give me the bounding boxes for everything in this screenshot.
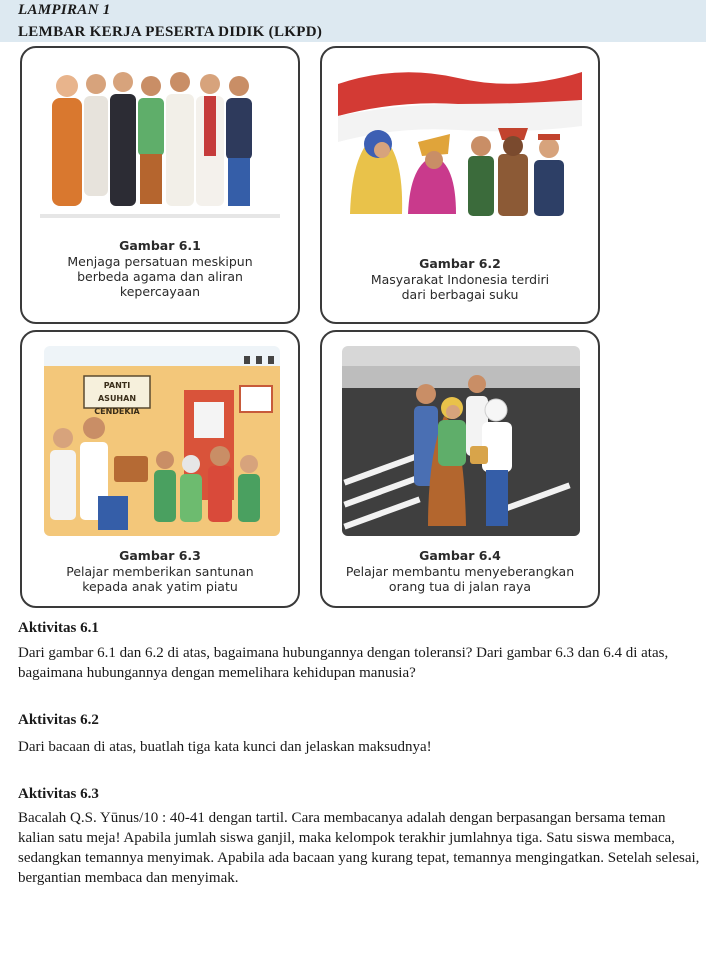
figure-title: Gambar 6.2 xyxy=(419,256,501,271)
orphanage-sign: PANTI ASUHAN CENDEKIA xyxy=(94,381,140,416)
activity-text-6-1: Dari gambar 6.1 dan 6.2 di atas, bagaimana hubungannya dengan toleransi? Dari gambar 6.3 dan 6.4 di atas, bagaimana hubungannya dengan memelihara kehidupan manusia? xyxy=(18,645,669,681)
activity-title-6-3: Aktivitas 6.3 xyxy=(18,786,99,802)
illustration-orphanage-donation xyxy=(44,346,280,536)
figure-card-6-3 xyxy=(20,330,300,608)
illustration-crossing-road xyxy=(342,346,580,536)
figure-caption-text: Pelajar memberikan santunan kepada anak yatim piatu xyxy=(66,564,254,594)
illustration-interfaith-group xyxy=(40,54,280,232)
figure-caption-6-2 xyxy=(322,256,598,302)
figure-caption-text: Menjaga persatuan meskipun berbeda agama dan aliran kepercayaan xyxy=(67,254,253,299)
figure-title: Gambar 6.3 xyxy=(119,548,201,563)
figure-caption-6-4 xyxy=(322,548,598,594)
header-band xyxy=(0,0,706,42)
worksheet-title: LEMBAR KERJA PESERTA DIDIK (LKPD) xyxy=(18,24,323,40)
figure-caption-text: Masyarakat Indonesia terdiri dari berbagai suku xyxy=(370,272,550,302)
activity-title-6-2: Aktivitas 6.2 xyxy=(18,712,99,728)
figure-card-6-1 xyxy=(20,46,300,324)
activity-text-6-3: Bacalah Q.S. Yūnus/10 : 40-41 dengan tartil. Cara membacanya adalah dengan berpasangan bersama teman kalian satu meja! Apabila jumlah siswa ganjil, maka kelompok terakhir jumlahnya tiga. Satu siswa membaca, sedangkan temannya menyimak. Apabila ada bacaan yang kurang tepat, temannya mengingatkan. Setelah selesai, bergantian membaca dan menyimak. xyxy=(18,810,700,886)
figure-card-6-4 xyxy=(320,330,600,608)
appendix-label: LAMPIRAN 1 xyxy=(18,2,111,18)
figure-caption-text: Pelajar membantu menyeberangkan orang tua di jalan raya xyxy=(345,564,575,594)
figure-title: Gambar 6.4 xyxy=(419,548,501,563)
figure-caption-6-1 xyxy=(22,238,298,299)
figure-card-6-2 xyxy=(320,46,600,324)
activity-title-6-1: Aktivitas 6.1 xyxy=(18,620,99,636)
illustration-ethnic-groups xyxy=(338,64,582,242)
figure-caption-6-3 xyxy=(22,548,298,594)
figure-title: Gambar 6.1 xyxy=(119,238,201,253)
activity-text-6-2: Dari bacaan di atas, buatlah tiga kata kunci dan jelaskan maksudnya! xyxy=(18,739,432,755)
